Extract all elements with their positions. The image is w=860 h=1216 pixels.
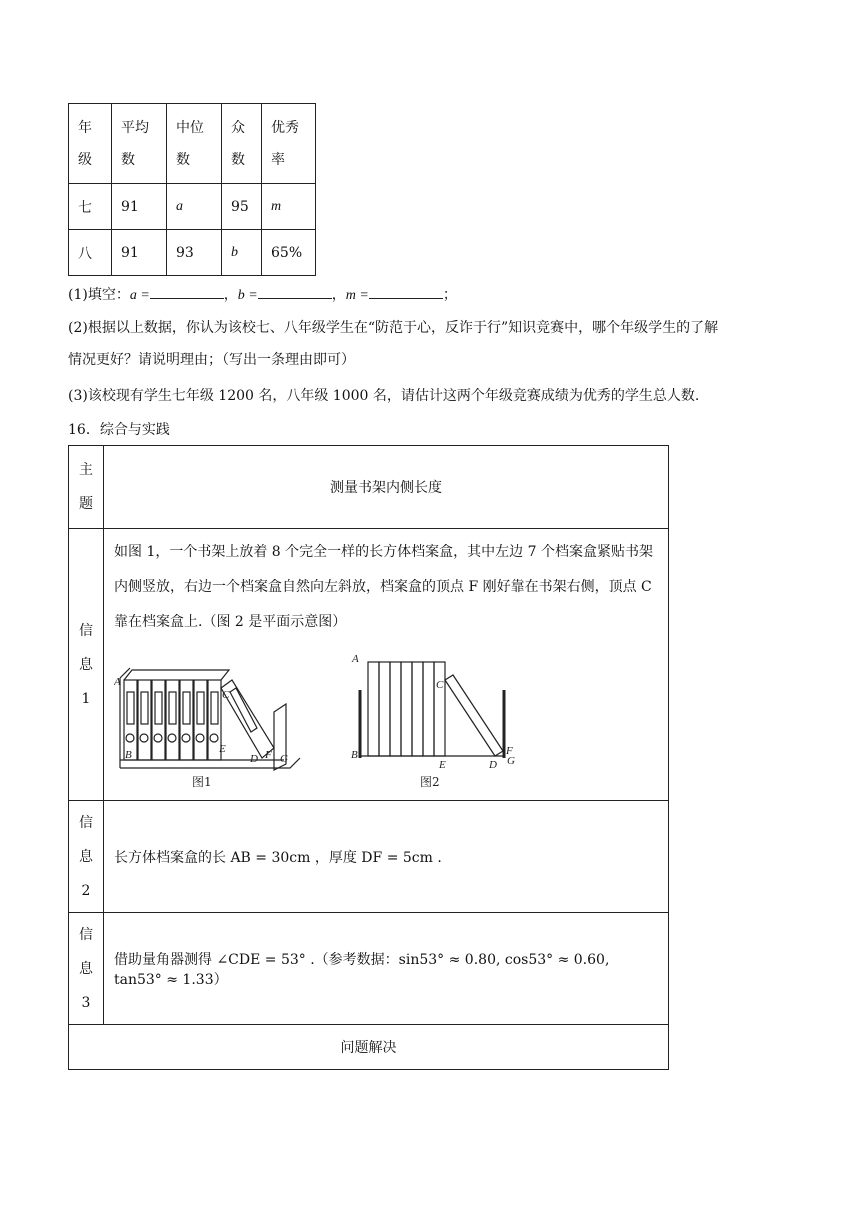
cell-rate: m	[262, 184, 316, 230]
info3-row	[69, 913, 669, 1025]
info1-label: 信 息 1	[69, 529, 104, 801]
theme-label: 主 题	[69, 446, 104, 529]
fig1-label-b: B	[125, 749, 132, 761]
table-row	[69, 230, 316, 276]
figure-2-caption: 图2	[420, 775, 440, 789]
figure-illustration	[114, 640, 594, 790]
fig1-label-g: G	[280, 753, 288, 765]
header-mode: 众 数	[222, 104, 262, 184]
cell-median: 93	[167, 230, 222, 276]
question-3: (3)该校现有学生七年级 1200 名，八年级 1000 名，请估计这两个年级竞赛成绩为优秀的学生总人数.	[68, 388, 700, 404]
info3-text: 借助量角器测得 ∠CDE = 53° .（参考数据：sin53° ≈ 0.80, cos53° ≈ 0.60, tan53° ≈ 1.33）	[104, 913, 669, 1025]
info3-label: 信 息 3	[69, 913, 104, 1025]
info1-text: 如图 1，一个书架上放着 8 个完全一样的长方体档案盒，其中左边 7 个档案盒紧贴书架内侧竖放，右边一个档案盒自然向左斜放，档案盒的顶点 F 刚好靠在书架右侧，顶点 C 靠在档案盒上.（图 2 是平面示意图）	[114, 544, 653, 630]
info1-cell	[104, 529, 669, 801]
info2-text: 长方体档案盒的长 AB = 30cm ，厚度 DF = 5cm .	[104, 801, 669, 913]
info1-row	[69, 529, 669, 801]
cell-mode: 95	[222, 184, 262, 230]
fig2-label-f: F	[506, 745, 513, 757]
solve-header: 问题解决	[69, 1025, 669, 1070]
problem-16-title: 16．综合与实践	[68, 422, 170, 438]
figure-1-bookshelf	[120, 668, 300, 770]
figure-1-caption: 图1	[192, 775, 212, 789]
problem-16-table	[68, 445, 669, 1070]
table-row	[69, 184, 316, 230]
fig1-label-e: E	[219, 743, 226, 755]
fig1-label-a: A	[114, 676, 121, 688]
figure-1-labels	[114, 676, 288, 765]
fig1-label-f: F	[265, 749, 272, 761]
fig1-label-c: C	[222, 689, 230, 701]
statistics-table	[68, 103, 316, 276]
cell-mean: 91	[112, 184, 167, 230]
answer-blank-b[interactable]	[258, 284, 332, 299]
cell-grade: 七	[69, 184, 112, 230]
question-1: (1)填空：a = ，b = ，m = ；	[68, 284, 788, 306]
fig2-label-d: D	[489, 759, 497, 771]
info2-row	[69, 801, 669, 913]
header-mean: 平均 数	[112, 104, 167, 184]
cell-mean: 91	[112, 230, 167, 276]
header-grade: 年 级	[69, 104, 112, 184]
fig2-label-e: E	[439, 759, 446, 771]
answer-blank-a[interactable]	[150, 284, 224, 299]
cell-median: a	[167, 184, 222, 230]
table-header-row	[69, 104, 316, 184]
cell-mode: b	[222, 230, 262, 276]
theme-row	[69, 446, 669, 529]
theme-text: 测量书架内侧长度	[104, 446, 669, 529]
solve-row	[69, 1025, 669, 1070]
fig2-label-a: A	[352, 653, 359, 665]
fig1-label-d: D	[250, 753, 258, 765]
info2-label: 信 息 2	[69, 801, 104, 913]
header-rate: 优秀 率	[262, 104, 316, 184]
fig2-label-g: G	[507, 755, 515, 767]
cell-grade: 八	[69, 230, 112, 276]
header-median: 中位 数	[167, 104, 222, 184]
cell-rate: 65%	[262, 230, 316, 276]
question-2-line-2: 情况更好？请说明理由；（写出一条理由即可）	[68, 352, 355, 368]
answer-blank-m[interactable]	[369, 284, 443, 299]
figures	[114, 640, 658, 800]
question-2-line-1: (2)根据以上数据，你认为该校七、八年级学生在“防范于心，反诈于行”知识竞赛中，哪个年级学生的了解	[68, 320, 719, 336]
fig2-label-c: C	[436, 679, 444, 691]
fig2-label-b: B	[351, 749, 358, 761]
figure-2-diagram	[360, 662, 504, 758]
figure-2-labels	[351, 653, 515, 771]
